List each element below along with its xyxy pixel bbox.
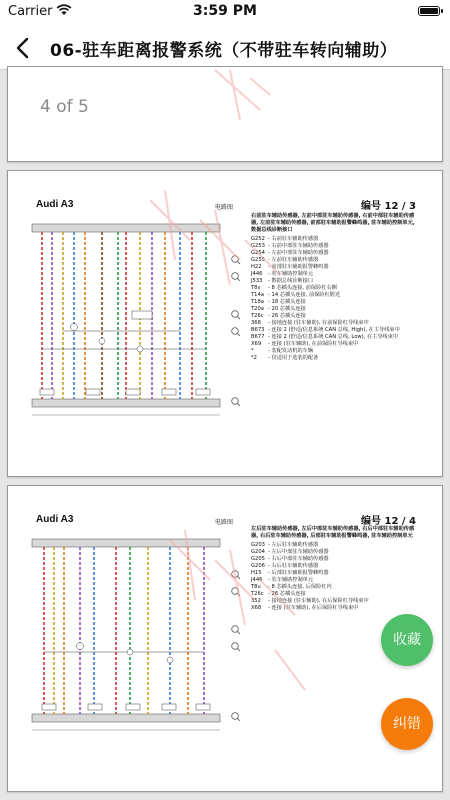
legend-text: - 8 芯插头连接, 后保险杠内 (268, 584, 332, 590)
legend-code: G252 (251, 236, 265, 242)
diagram-legend (251, 213, 421, 362)
legend-code: G255 (251, 257, 265, 263)
legend-text: - 右后驻车辅助传感器 (268, 563, 319, 569)
legend-code: *2 (251, 355, 257, 361)
legend-text: - 连接 2 (舒适/信息系统 CAN 总线, Low), 在主导线束中 (268, 334, 399, 340)
legend-text: - 后部驻车辅助报警蜂鸣器 (268, 570, 329, 576)
legend-row (251, 563, 421, 570)
legend-row (251, 584, 421, 591)
doc-brand: Audi A3 (36, 199, 74, 210)
legend-row (251, 570, 421, 577)
legend-row (251, 299, 421, 306)
legend-row (251, 605, 421, 612)
legend-row (251, 355, 421, 362)
legend-code: T26c (251, 313, 264, 319)
document-page-4[interactable] (7, 66, 443, 162)
chevron-left-icon[interactable] (10, 34, 38, 62)
legend-row (251, 341, 421, 348)
legend-code: T14a (251, 292, 264, 298)
legend-code: J446 (251, 271, 263, 277)
legend-code: 352 (251, 598, 261, 604)
zoom-icon-column (232, 571, 240, 721)
legend-code: X69 (251, 341, 262, 347)
legend-row (251, 556, 421, 563)
legend-row (251, 250, 421, 257)
legend-text: - 26 芯插头连接 (268, 313, 306, 319)
legend-code: 368 (251, 320, 261, 326)
legend-code: H15 (251, 570, 262, 576)
legend-intro: 左后驻车辅助传感器, 左后中部驻车辅助传感器, 右后中部驻车辅助传感器, 右后驻车辅助传感器, 后部驻车辅助报警蜂鸣器, 驻车辅助控制单元 (251, 526, 415, 539)
legend-code: T8u (251, 584, 261, 590)
doc-section-label: 电路图 (215, 519, 234, 526)
legend-text: - 左后驻车辅助传感器 (268, 542, 319, 548)
diagram-frame (32, 539, 220, 730)
status-bar (0, 0, 450, 26)
legend-row (251, 271, 421, 278)
collect-button[interactable]: 收藏 (381, 614, 433, 666)
legend-code: G203 (251, 542, 265, 548)
legend-text: - 驻车辅助控制单元 (268, 577, 314, 583)
zoom-icon-column (232, 256, 240, 406)
legend-text: - 数据总线诊断接口 (268, 278, 314, 284)
battery-icon (418, 6, 440, 16)
page-indicator: 4 of 5 (40, 97, 89, 117)
connector-boxes (40, 311, 210, 395)
legend-code: B677 (251, 334, 265, 340)
document-page-6[interactable] (7, 485, 443, 792)
legend-text: - 18 芯插头连接 (268, 299, 306, 305)
legend-text: - 接地连接 (驻车辅助), 在后保险杠导线束中 (268, 598, 369, 604)
legend-row (251, 591, 421, 598)
legend-row (251, 236, 421, 243)
report-error-button[interactable]: 纠错 (381, 698, 433, 750)
legend-code: G206 (251, 563, 265, 569)
legend-code: J446 (251, 577, 263, 583)
legend-row (251, 549, 421, 556)
legend-code: * (251, 348, 254, 354)
legend-row (251, 334, 421, 341)
wiring-diagram (30, 534, 252, 756)
legend-code: G205 (251, 556, 265, 562)
legend-text: - 右前中部驻车辅助传感器 (268, 243, 329, 249)
legend-text: - 右前驻车辅助传感器 (268, 236, 319, 242)
wiring-diagram (30, 219, 252, 441)
legend-text: - 20 芯插头连接 (268, 306, 306, 312)
connector-boxes (42, 643, 210, 711)
legend-text: - 前部驻车辅助报警蜂鸣器 (268, 264, 329, 270)
legend-row (251, 264, 421, 271)
legend-row (251, 577, 421, 584)
legend-code: H22 (251, 264, 262, 270)
legend-text: - 右后中部驻车辅助传感器 (268, 556, 329, 562)
legend-row (251, 243, 421, 250)
legend-row (251, 257, 421, 264)
legend-text: - 仅适用于选装的配备 (268, 355, 319, 361)
legend-code: X68 (251, 605, 262, 611)
legend-row (251, 292, 421, 299)
legend-code: G253 (251, 243, 265, 249)
legend-row (251, 542, 421, 549)
navigation-bar (0, 26, 450, 70)
legend-code: T26c (251, 591, 264, 597)
doc-page-number: 编号 12 / 3 (361, 201, 416, 212)
legend-text: - 左前中部驻车辅助传感器 (268, 250, 329, 256)
legend-text: - 接地连接 (驻车辅助), 在前保险杠导线束中 (268, 320, 369, 326)
legend-code: T8v (251, 285, 261, 291)
legend-text: - 左前驻车辅助传感器 (268, 257, 319, 263)
legend-row (251, 278, 421, 285)
legend-row (251, 313, 421, 320)
legend-code: T20a (251, 306, 264, 312)
clock: 3:59 PM (193, 3, 257, 19)
legend-text: - 14 芯插头连接, 前保险杠附近 (268, 292, 341, 298)
carrier-label: Carrier (8, 4, 53, 19)
legend-row (251, 348, 421, 355)
legend-row (251, 306, 421, 313)
doc-section-label: 电路图 (215, 204, 234, 211)
wire-group (44, 547, 204, 714)
legend-code: J533 (251, 278, 263, 284)
legend-code: G254 (251, 250, 265, 256)
legend-text: - 连接 (驻车辅助), 在前保险杠导线束中 (268, 341, 359, 347)
legend-row (251, 285, 421, 292)
legend-code: B673 (251, 327, 265, 333)
legend-row (251, 320, 421, 327)
legend-row (251, 598, 421, 605)
legend-text: - 连接 (驻车辅助), 在后保险杠导线束中 (268, 605, 359, 611)
legend-code: T18a (251, 299, 264, 305)
doc-page-number: 编号 12 / 4 (361, 516, 416, 527)
legend-row (251, 327, 421, 334)
doc-brand: Audi A3 (36, 514, 74, 525)
legend-text: - 驻车辅助控制单元 (268, 271, 314, 277)
document-page-5[interactable] (7, 170, 443, 477)
wire-group (42, 232, 206, 399)
legend-code: G204 (251, 549, 265, 555)
legend-text: - 连接 2 (舒适/信息系统 CAN 总线, High), 在主导线束中 (268, 327, 400, 333)
legend-text: - 左后中部驻车辅助传感器 (268, 549, 329, 555)
legend-intro: 右前驻车辅助传感器, 左前中部驻车辅助传感器, 右前中部驻车辅助传感器, 左前驻车辅助传感器, 前部驻车辅助报警蜂鸣器, 驻车辅助控制单元, 数据总线诊断接口 (251, 213, 415, 233)
legend-text: - 装配发动机的车辆 (268, 348, 314, 354)
legend-text: - 26 芯插头连接 (268, 591, 306, 597)
legend-text: - 8 芯插头连接, 前保险杠右侧 (268, 285, 337, 291)
diagram-legend (251, 526, 421, 612)
page-title: 06-驻车距离报警系统（不带驻车转向辅助） (50, 41, 398, 61)
